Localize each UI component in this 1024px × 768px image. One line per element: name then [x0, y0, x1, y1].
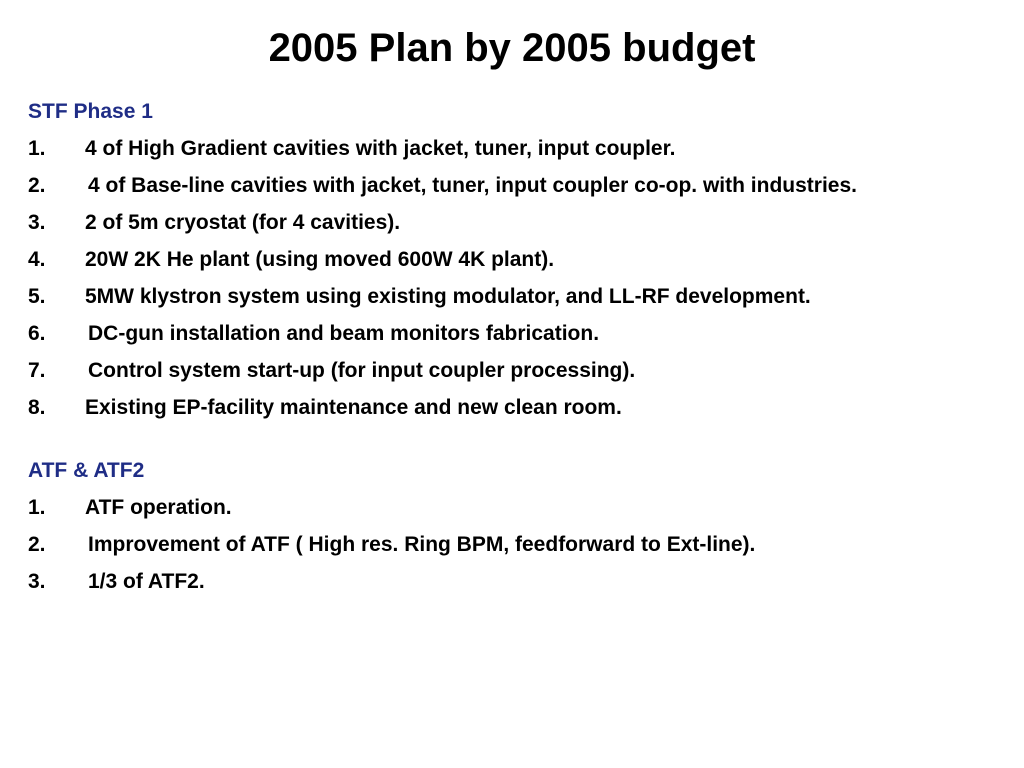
- item-number: 3.: [28, 570, 46, 593]
- item-text: 2 of 5m cryostat (for 4 cavities).: [85, 211, 401, 234]
- item-text: 4 of Base-line cavities with jacket, tuner, input coupler co-op. with industries.: [88, 174, 857, 197]
- item-text: 5MW klystron system using existing modulator, and LL-RF development.: [85, 285, 811, 308]
- list-item: [28, 135, 1003, 163]
- slide-content: [28, 98, 1003, 605]
- item-text: 4 of High Gradient cavities with jacket, tuner, input coupler.: [85, 137, 676, 160]
- slide-title: 2005 Plan by 2005 budget: [268, 26, 756, 70]
- item-number: 8.: [28, 396, 46, 419]
- atf-atf2-list: [28, 494, 1003, 596]
- item-number: 2.: [28, 533, 46, 556]
- stf-phase-1-list: [28, 135, 1003, 422]
- list-item: [28, 531, 1003, 559]
- list-item: [28, 209, 1003, 237]
- item-number: 1.: [28, 137, 46, 160]
- list-item: [28, 283, 1003, 311]
- item-text: 1/3 of ATF2.: [88, 570, 205, 593]
- list-item: [28, 246, 1003, 274]
- item-number: 1.: [28, 496, 46, 519]
- list-item: [28, 494, 1003, 522]
- list-item: [28, 394, 1003, 422]
- list-item: [28, 568, 1003, 596]
- item-number: 3.: [28, 211, 46, 234]
- section-heading-stf-phase-1: STF Phase 1: [28, 100, 153, 123]
- item-number: 6.: [28, 322, 46, 345]
- list-item: [28, 320, 1003, 348]
- item-number: 4.: [28, 248, 46, 271]
- item-text: Existing EP-facility maintenance and new clean room.: [85, 396, 622, 419]
- list-item: [28, 357, 1003, 385]
- item-text: DC-gun installation and beam monitors fabrication.: [88, 322, 600, 345]
- item-text: 20W 2K He plant (using moved 600W 4K plant).: [85, 248, 555, 271]
- section-spacer: [28, 431, 1003, 457]
- item-text: Improvement of ATF ( High res. Ring BPM, feedforward to Ext-line).: [88, 533, 756, 556]
- list-item: [28, 172, 1003, 200]
- item-number: 5.: [28, 285, 46, 308]
- item-number: 2.: [28, 174, 46, 197]
- section-heading-atf-atf2: ATF & ATF2: [28, 459, 145, 482]
- item-text: Control system start-up (for input coupler processing).: [88, 359, 636, 382]
- item-text: ATF operation.: [85, 496, 232, 519]
- item-number: 7.: [28, 359, 46, 382]
